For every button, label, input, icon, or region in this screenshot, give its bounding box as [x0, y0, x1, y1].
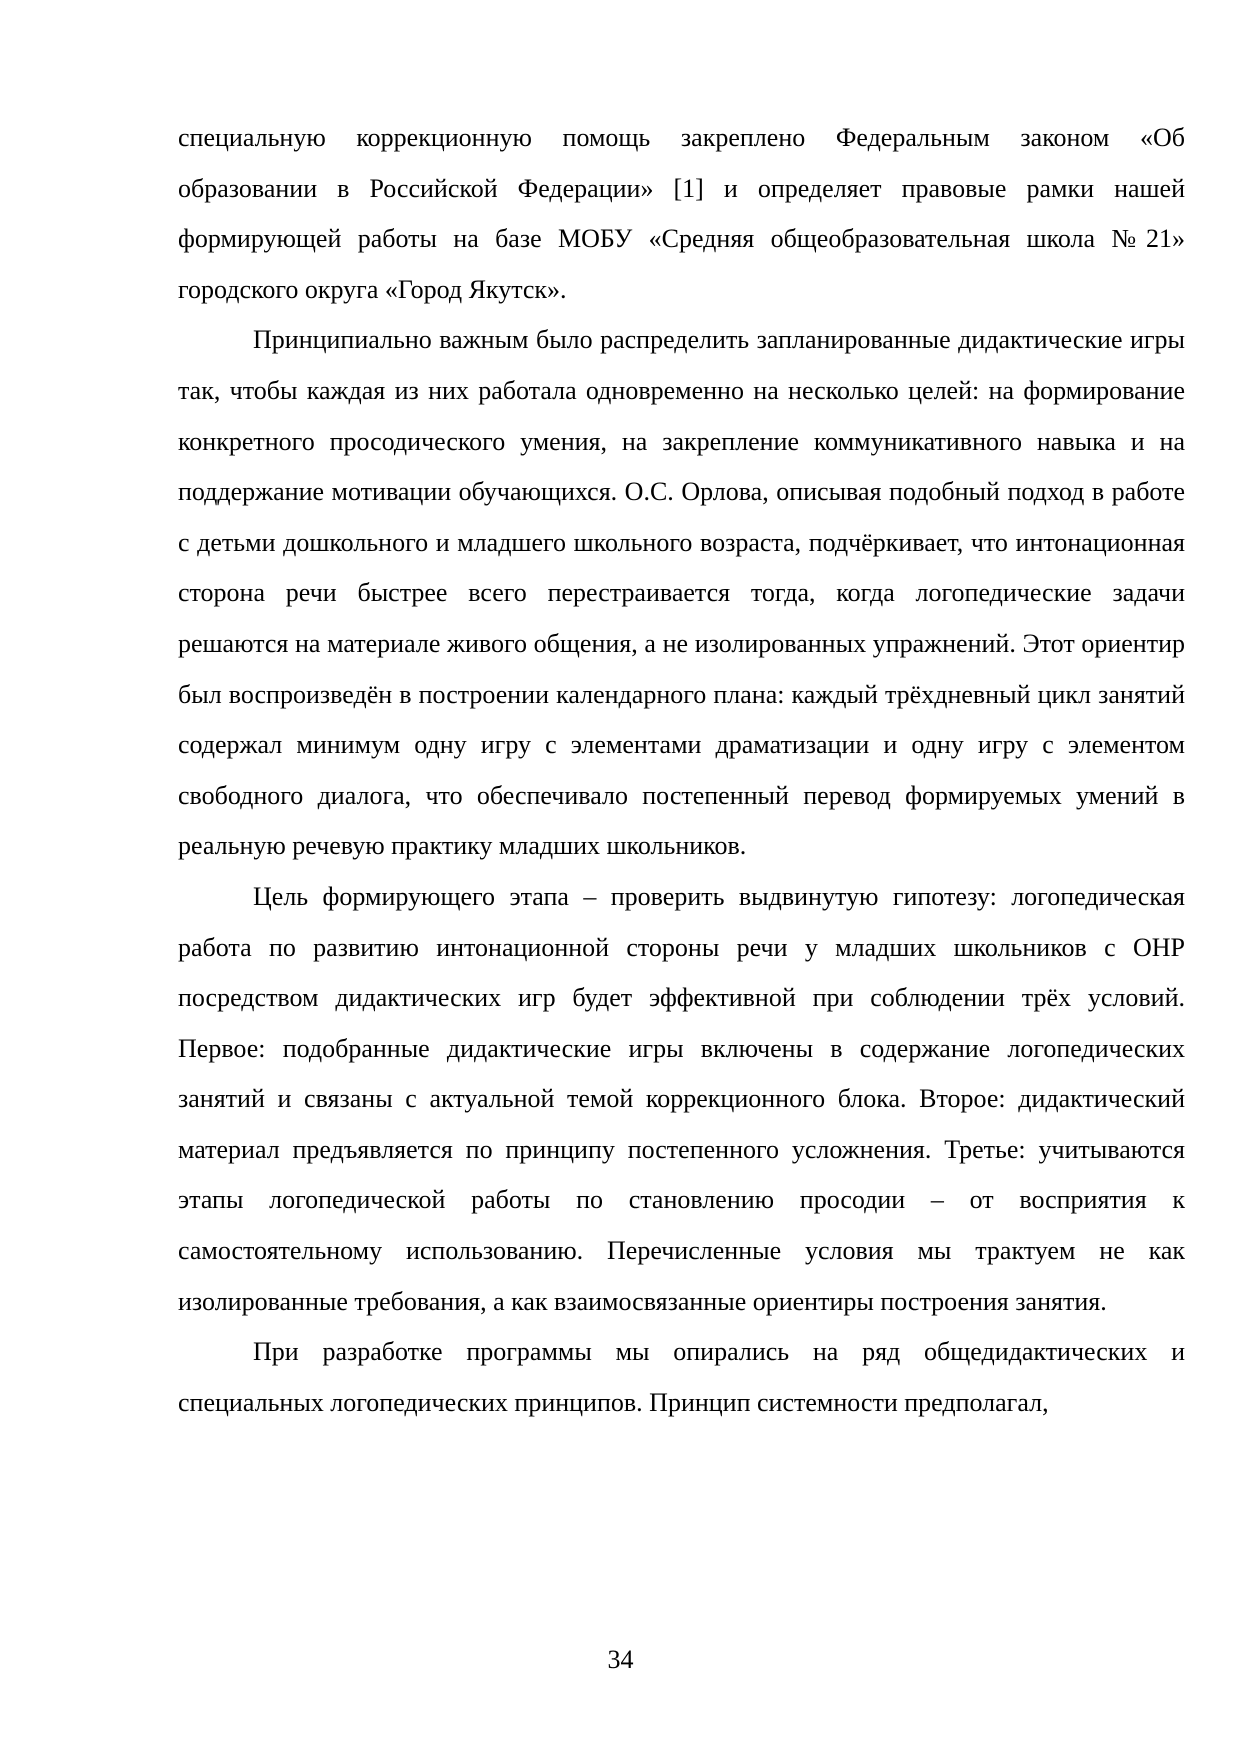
page-number: 34 [607, 1645, 634, 1674]
body-text [178, 113, 1185, 1428]
paragraph-goal: Цель формирующего этапа – проверить выдвинутую гипотезу: логопедическая работа по развитию интонационной стороны речи у младших школьников с ОНР посредством дидактических игр будет эффективной при соблюдении трёх условий. Первое: подобранные дидактические игры включены в содержание логопедических занятий и связаны с актуальной темой коррекционного блока. Второе: дидактический материал предъявляется по принципу постепенного усложнения. Третье: учитываются этапы логопедической работы по становлению просодии – от восприятия к самостоятельному использованию. Перечисленные условия мы трактуем не как изолированные требования, а как взаимосвязанные ориентиры построения занятия. [178, 881, 1185, 1316]
paragraph-didactic-games: Принципиально важным было распределить запланированные дидактические игры так, чтобы каждая из них работала одновременно на несколько целей: на формирование конкретного просодического умения, на закрепление коммуникативного навыка и на поддержание мотивации обучающихся. О.С. Орлова, описывая подобный подход в работе с детьми дошкольного и младшего школьного возраста, подчёркивает, что интонационная сторона речи быстрее всего перестраивается тогда, когда логопедические задачи решаются на материале живого общения, а не изолированных упражнений. Этот ориентир был воспроизведён в построении календарного плана: каждый трёхдневный цикл занятий содержал минимум одну игру с элементами драматизации и одну игру с элементом свободного диалога, что обеспечивало постепенный перевод формируемых умений в реальную речевую практику младших школьников. [178, 325, 1185, 861]
paragraph-continuation: специальную коррекционную помощь закреплено Федеральным законом «Об образовании в Российской Федерации» [1] и определяет правовые рамки нашей формирующей работы на базе МОБУ «Средняя общеобразовательная школа №21» городского округа «Город Якутск». [178, 123, 1185, 304]
paragraph-principles: При разработке программы мы опирались на ряд общедидактических и специальных логопедических принципов. Принцип системности предполагал, [178, 1337, 1185, 1417]
